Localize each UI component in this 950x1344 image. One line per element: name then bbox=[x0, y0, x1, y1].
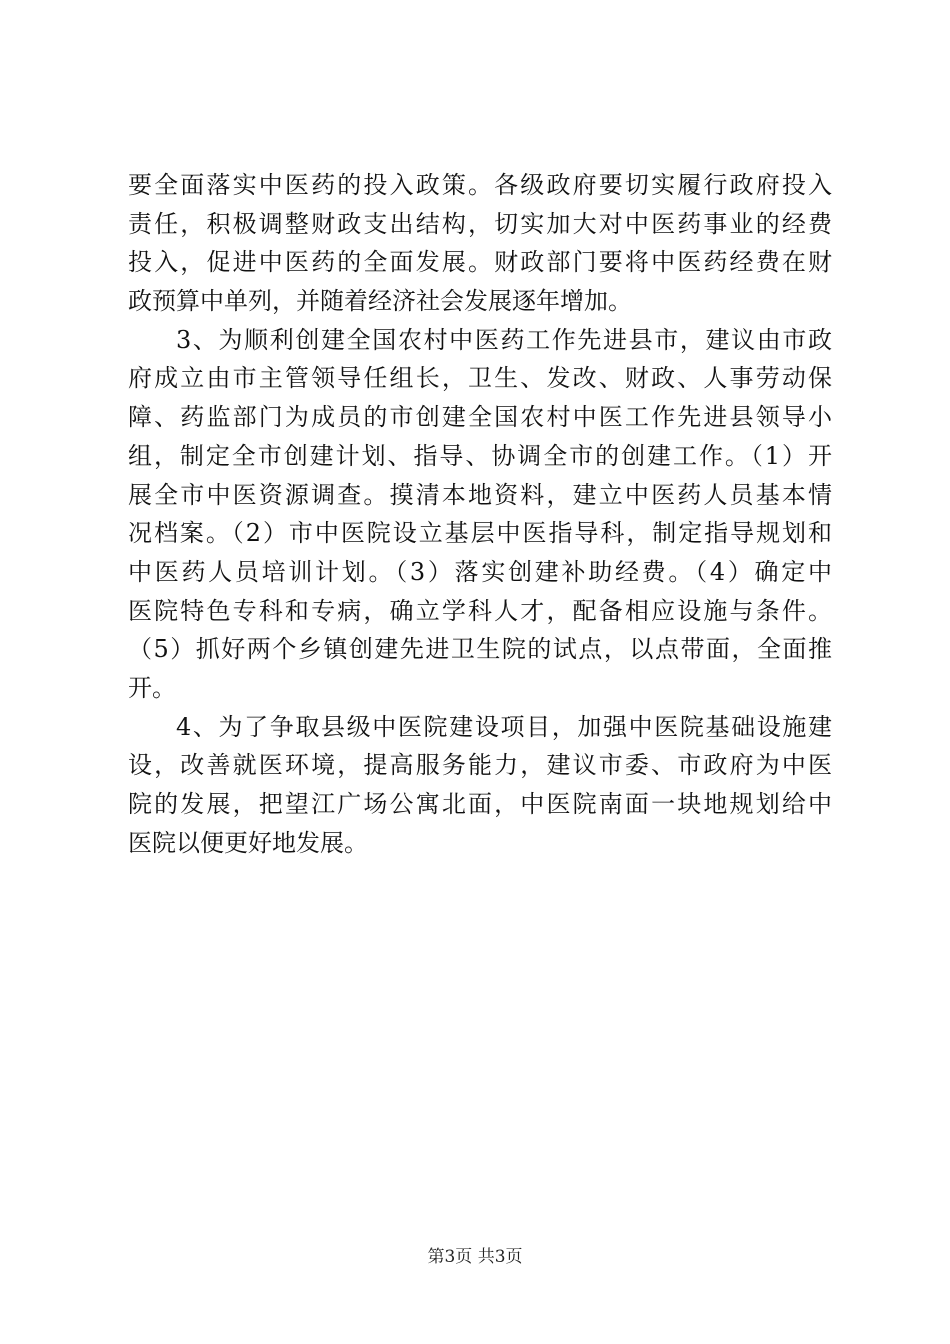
paragraph-line: 院的发展，把望江广场公寓北面，中医院南面一块地规划给中 bbox=[128, 790, 832, 818]
paragraph-line: 政预算中单列，并随着经济社会发展逐年增加。 bbox=[128, 287, 632, 316]
paragraph-line: 障、药监部门为成员的市创建全国农村中医工作先进县领导小 bbox=[128, 403, 832, 432]
page-number-footer: 第3页 共3页 bbox=[427, 1247, 523, 1267]
paragraph-line: （5）抓好两个乡镇创建先进卫生院的试点，以点带面，全面推 bbox=[128, 635, 832, 664]
paragraph-line: 展全市中医资源调查。摸清本地资料，建立中医药人员基本情 bbox=[128, 480, 832, 509]
paragraph-line: 责任，积极调整财政支出结构，切实加大对中医药事业的经费 bbox=[128, 209, 832, 238]
paragraph-line: 3、为顺利创建全国农村中医药工作先进县市，建议由市政 bbox=[176, 325, 832, 354]
paragraph-line: 况档案。（2）市中医院设立基层中医指导科，制定指导规划和 bbox=[128, 519, 832, 548]
paragraph-line: 要全面落实中医药的投入政策。各级政府要切实履行政府投入 bbox=[128, 171, 832, 199]
paragraph-line: 4、为了争取县级中医院建设项目，加强中医院基础设施建 bbox=[176, 712, 832, 741]
paragraph-line: 设，改善就医环境，提高服务能力，建议市委、市政府为中医 bbox=[128, 751, 832, 780]
paragraph-line: 医院特色专科和专病，确立学科人才，配备相应设施与条件。 bbox=[128, 596, 832, 625]
paragraph-line: 府成立由市主管领导任组长，卫生、发改、财政、人事劳动保 bbox=[128, 364, 832, 393]
paragraph-line: 组，制定全市创建计划、指导、协调全市的创建工作。（1）开 bbox=[128, 441, 832, 470]
paragraph-line: 中医药人员培训计划。（3）落实创建补助经费。（4）确定中 bbox=[128, 557, 832, 586]
paragraph-line: 医院以便更好地发展。 bbox=[128, 828, 368, 857]
paragraph-line: 投入，促进中医药的全面发展。财政部门要将中医药经费在财 bbox=[128, 248, 832, 277]
paragraph-line: 开。 bbox=[128, 673, 176, 702]
document-body bbox=[128, 166, 832, 862]
